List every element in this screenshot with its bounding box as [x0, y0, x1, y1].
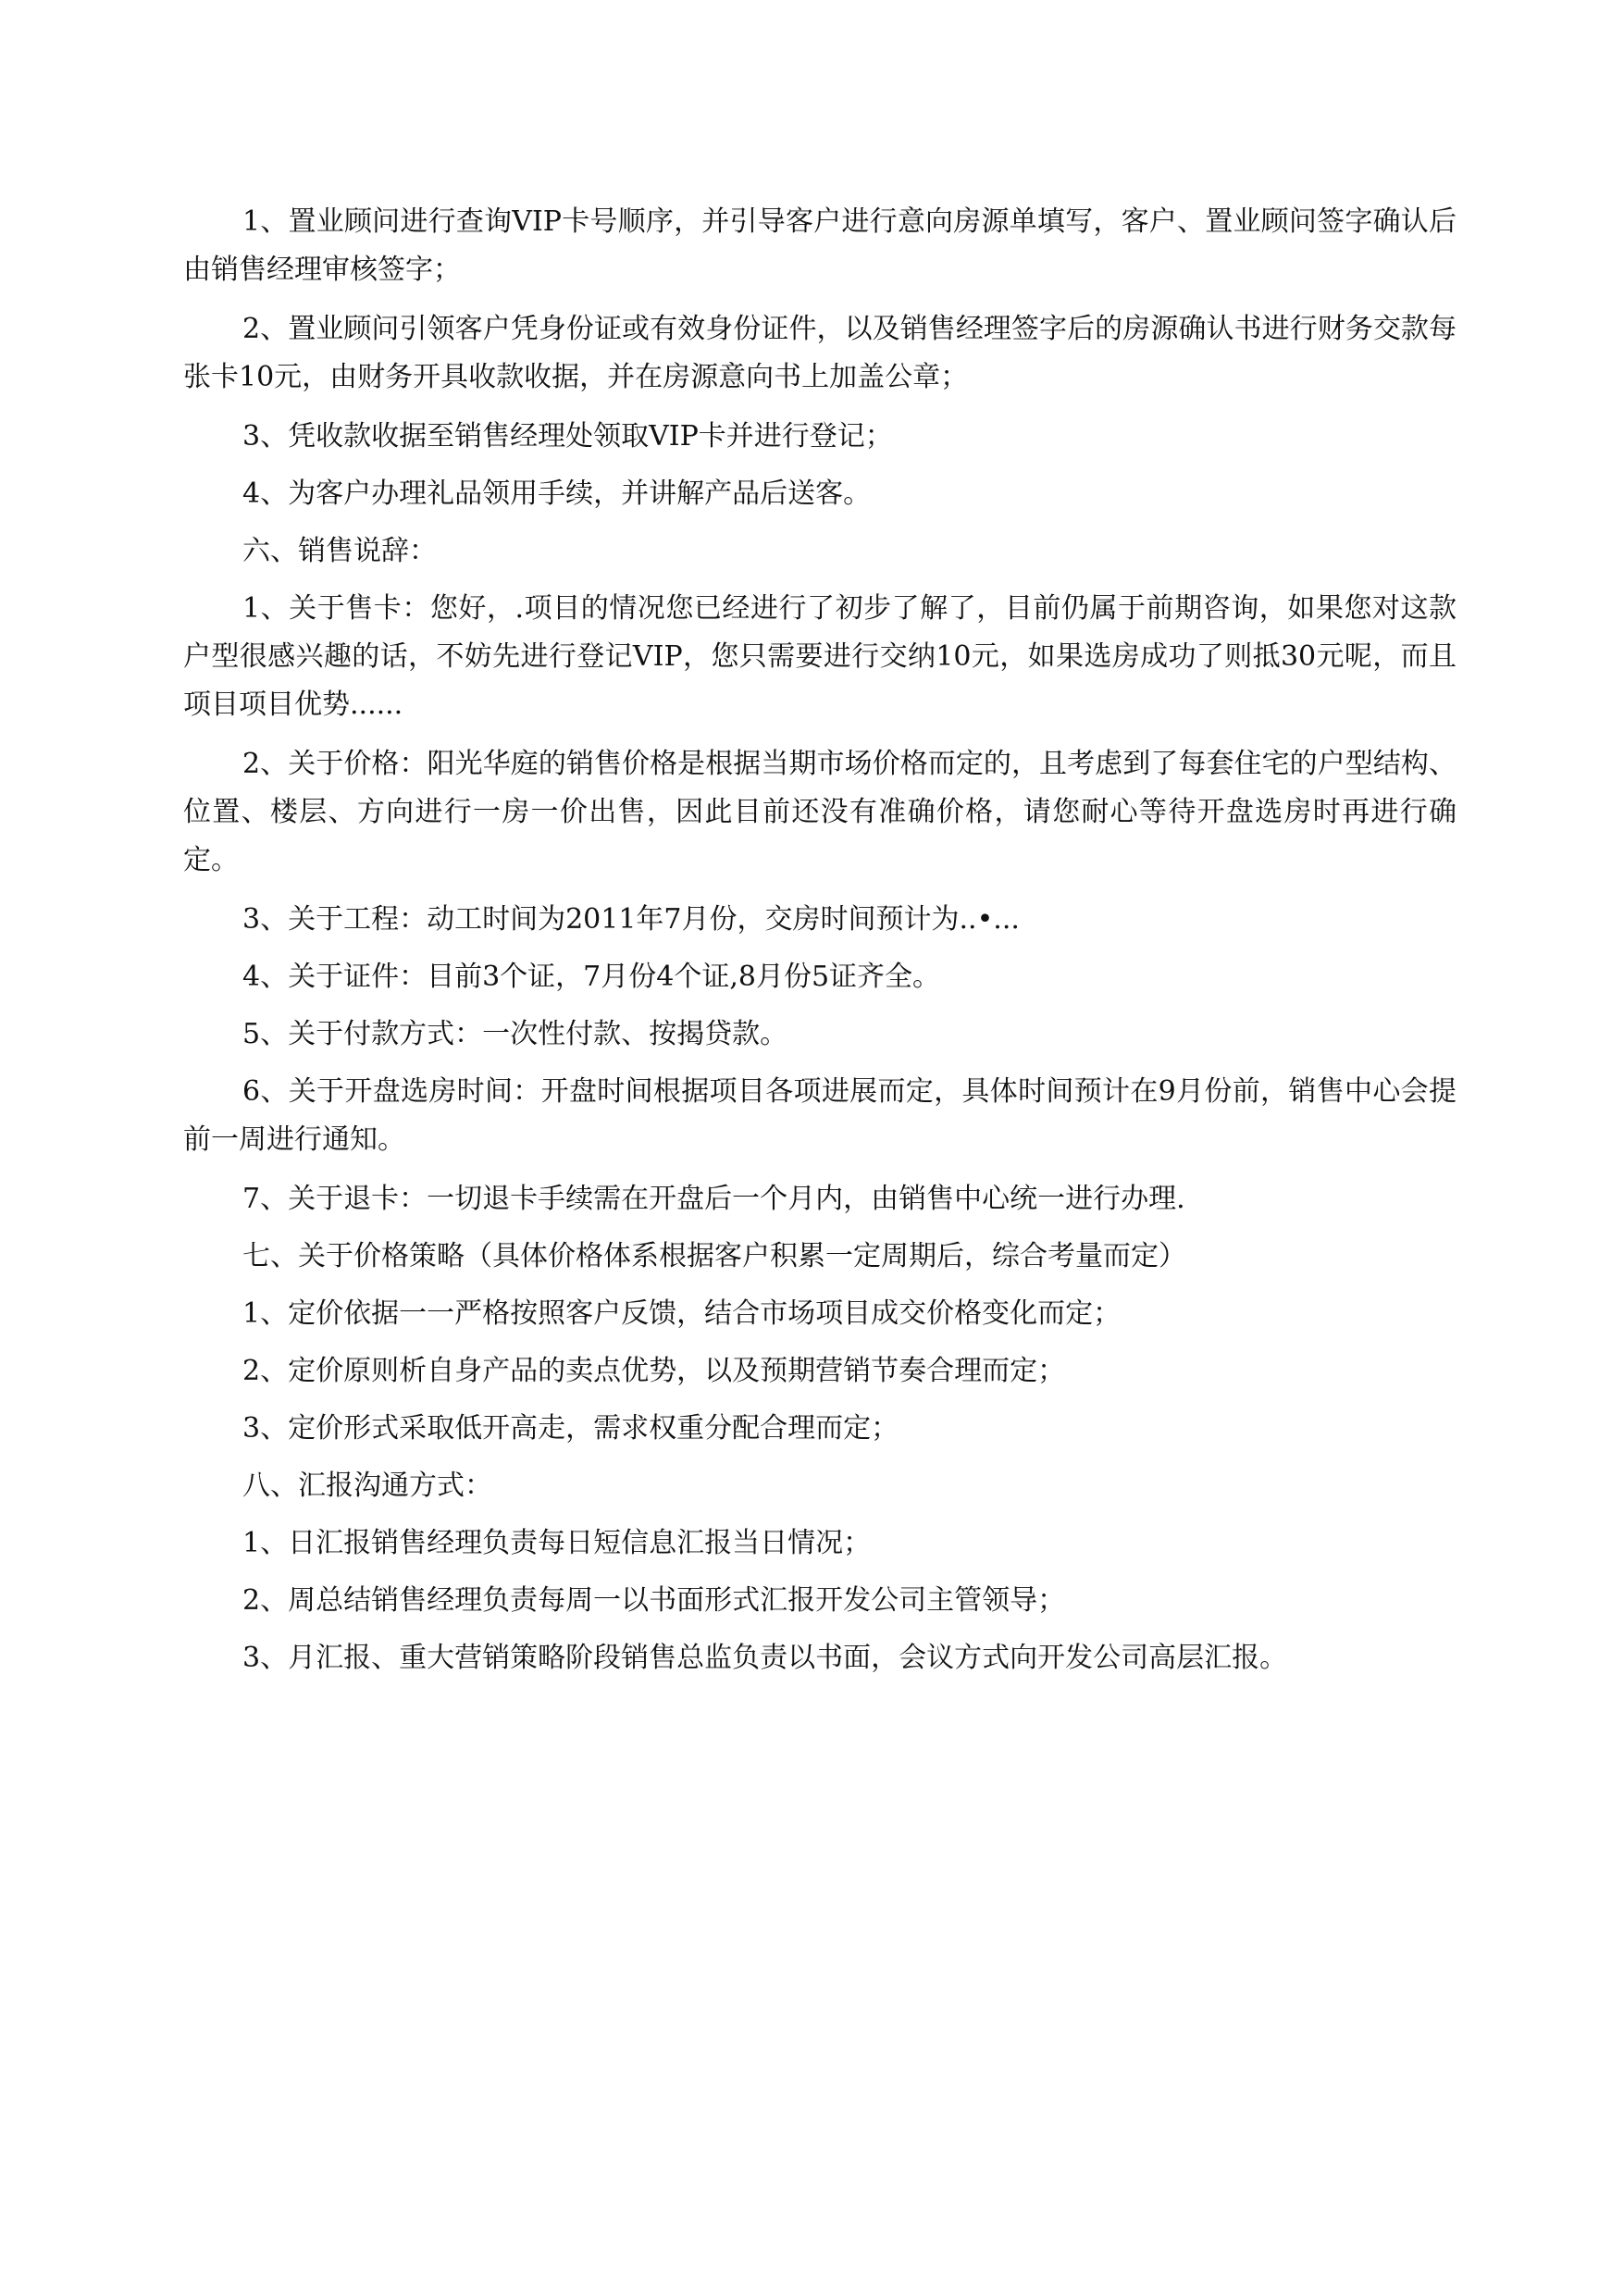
- paragraph: 3、凭收款收据至销售经理处领取VIP卡并进行登记；: [242, 420, 893, 453]
- document-body: [183, 198, 1457, 1692]
- paragraph: 2、周总结销售经理负责每周一以书面形式汇报开发公司主管领导；: [242, 1584, 1066, 1617]
- paragraph: 4、为客户办理礼品领用手续，并讲解产品后送客。: [242, 478, 872, 510]
- paragraph: 1、关于售卡：您好，.项目的情况您已经进行了初步了解了，目前仍属于前期咨询，如果您对这款户型很感兴趣的话，不妨先进行登记VIP，您只需要进行交纳10元，如果选房成功了则抵30元呢，而且项目项目优势......: [183, 592, 1457, 721]
- paragraph: 1、置业顾问进行查询VIP卡号顺序，并引导客户进行意向房源单填写，客户、置业顾问签字确认后由销售经理审核签字；: [183, 205, 1457, 286]
- paragraph: 1、日汇报销售经理负责每日短信息汇报当日情况；: [242, 1527, 872, 1559]
- paragraph: 6、关于开盘选房时间：开盘时间根据项目各项进展而定，具体时间预计在9月份前，销售中心会提前一周进行通知。: [183, 1075, 1457, 1156]
- paragraph: 2、置业顾问引领客户凭身份证或有效身份证件，以及销售经理签字后的房源确认书进行财务交款每张卡10元，由财务开具收款收据，并在房源意向书上加盖公章；: [183, 313, 1457, 393]
- paragraph: 7、关于退卡：一切退卡手续需在开盘后一个月内，由销售中心统一进行办理.: [242, 1183, 1185, 1215]
- paragraph: 3、月汇报、重大营销策略阶段销售总监负责以书面，会议方式向开发公司高层汇报。: [242, 1642, 1288, 1674]
- section-heading: 七、关于价格策略（具体价格体系根据客户积累一定周期后，综合考量而定）: [242, 1240, 1186, 1272]
- paragraph: 5、关于付款方式：一次性付款、按揭贷款。: [242, 1018, 788, 1050]
- paragraph: 2、定价原则析自身产品的卖点优势，以及预期营销节奏合理而定；: [242, 1355, 1066, 1387]
- section-heading: 六、销售说辞：: [242, 535, 437, 567]
- paragraph: 3、定价形式采取低开高走，需求权重分配合理而定；: [242, 1412, 899, 1445]
- paragraph: 4、关于证件：目前3个证，7月份4个证,8月份5证齐全。: [242, 961, 941, 993]
- section-heading: 八、汇报沟通方式：: [242, 1470, 492, 1502]
- paragraph: 2、关于价格：阳光华庭的销售价格是根据当期市场价格而定的，且考虑到了每套住宅的户型结构、位置、楼层、方向进行一房一价出售，因此目前还没有准确价格，请您耐心等待开盘选房时再进行确定。: [183, 748, 1457, 876]
- paragraph: 1、定价依据一一严格按照客户反馈，结合市场项目成交价格变化而定；: [242, 1297, 1122, 1330]
- paragraph: 3、关于工程：动工时间为2011年7月份，交房时间预计为..•...: [242, 903, 1020, 936]
